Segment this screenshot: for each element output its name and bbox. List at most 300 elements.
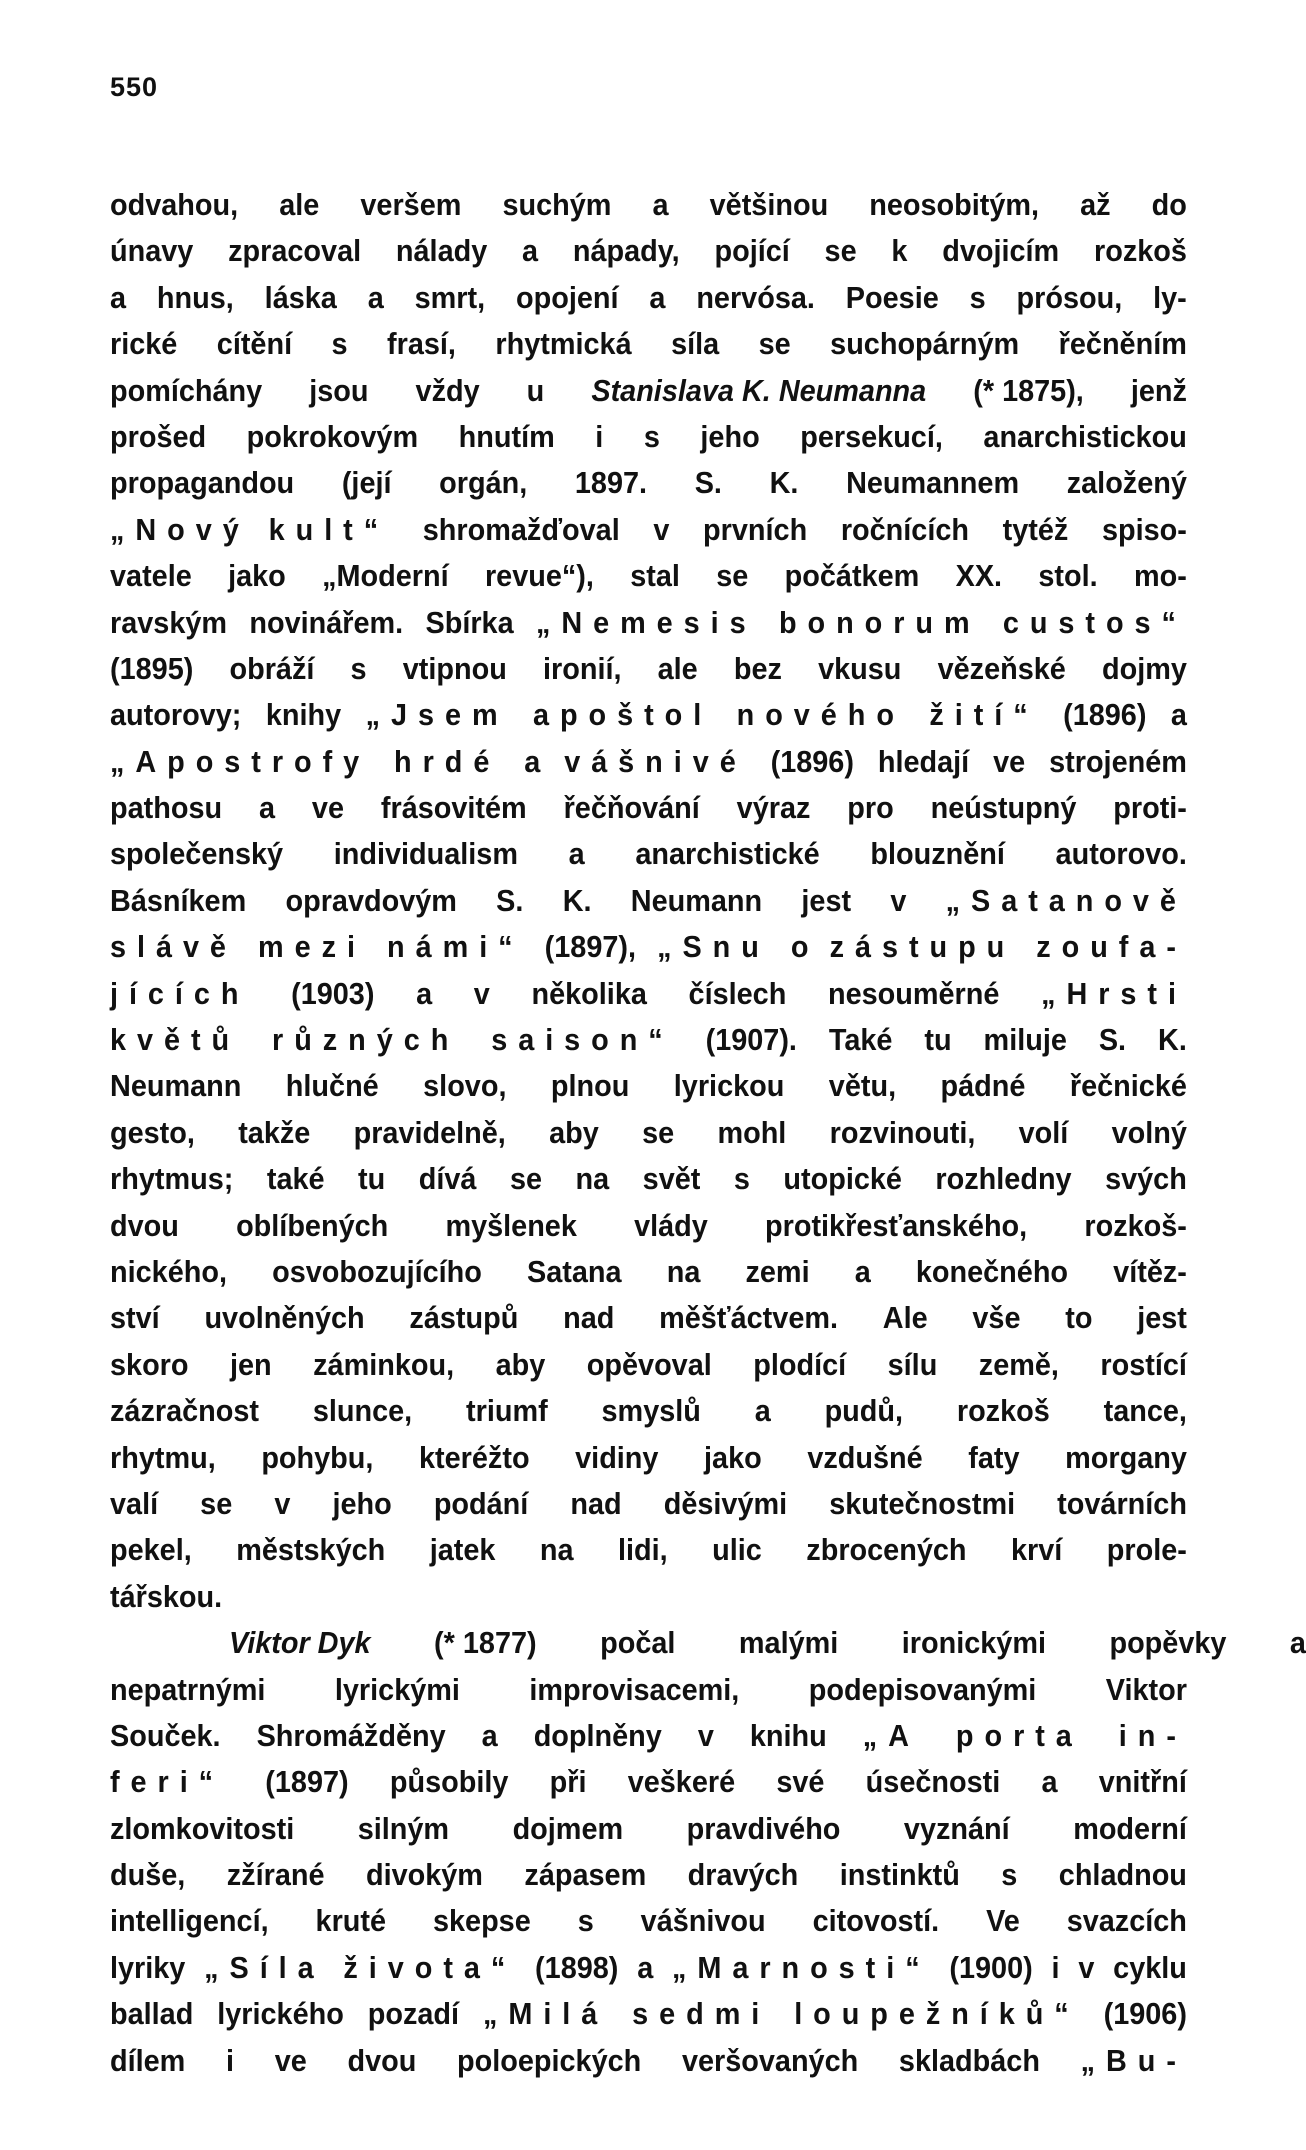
word: K. xyxy=(769,465,799,501)
word: se xyxy=(824,233,857,269)
text-line xyxy=(110,507,1187,553)
word: jsou xyxy=(309,372,369,408)
text-line xyxy=(110,2038,1187,2084)
word: K. xyxy=(562,882,592,918)
word: strojeném xyxy=(1049,743,1187,779)
word: většinou xyxy=(709,187,829,222)
word: úsečnosti xyxy=(865,1764,1001,1800)
word: ročnících xyxy=(840,511,970,547)
word: vášnivé xyxy=(564,743,747,779)
word: ballad xyxy=(110,1996,194,2032)
word: až xyxy=(1080,187,1111,222)
word: pokrokovým xyxy=(246,418,419,454)
word: zoufa- xyxy=(1036,929,1187,965)
word: utopické xyxy=(783,1161,902,1197)
word: „Jsem xyxy=(365,697,509,733)
word: dojmy xyxy=(1101,650,1187,686)
word: neosobitým, xyxy=(869,187,1040,222)
word: sedmi xyxy=(632,1996,771,2032)
word: ství xyxy=(110,1300,160,1336)
word: takže xyxy=(238,1114,311,1150)
word: rostící xyxy=(1100,1346,1187,1382)
word: také xyxy=(266,1161,325,1197)
text-line xyxy=(110,1667,1187,1713)
word: duše, xyxy=(110,1857,186,1893)
word: zlomkovitosti xyxy=(110,1810,295,1846)
word: knihu xyxy=(749,1717,827,1753)
word: divokým xyxy=(365,1857,483,1893)
word: nepatrnými xyxy=(110,1671,266,1707)
word: rozkoš xyxy=(1093,233,1187,269)
word: nálady xyxy=(395,233,488,269)
word: pojící xyxy=(714,233,790,269)
word: 1897. xyxy=(574,465,648,501)
word: a xyxy=(367,279,384,315)
word: a xyxy=(416,975,433,1011)
word: Shromážděny xyxy=(256,1717,446,1753)
word: plnou xyxy=(550,1068,630,1104)
text-line xyxy=(110,321,1187,367)
word: s xyxy=(643,418,660,454)
word: ulic xyxy=(712,1532,762,1568)
word: suchým xyxy=(502,187,612,222)
word: tytéž xyxy=(1002,511,1069,547)
word: rhytmus; xyxy=(110,1161,234,1197)
word: na xyxy=(539,1532,574,1568)
text-line xyxy=(110,1481,1187,1527)
word: do xyxy=(1151,187,1187,222)
word: veršem xyxy=(360,187,462,222)
word: (1903) xyxy=(291,975,375,1011)
word: spiso- xyxy=(1101,511,1187,547)
word: továrních xyxy=(1057,1485,1187,1521)
word: gesto, xyxy=(110,1114,195,1150)
word: krví xyxy=(1010,1532,1063,1568)
word: „Marnosti“ xyxy=(672,1949,931,1985)
word: lyrického xyxy=(217,1996,344,2032)
word: proti- xyxy=(1113,790,1187,826)
word: (její xyxy=(341,465,392,501)
word: v xyxy=(473,975,490,1011)
word: novinářem. xyxy=(249,604,404,640)
word: protikřesťanského, xyxy=(765,1207,1028,1243)
word: se xyxy=(200,1485,233,1521)
word: nad xyxy=(570,1485,622,1521)
word: stal xyxy=(630,558,680,594)
text-line xyxy=(110,1203,1187,1249)
word: a xyxy=(1041,1764,1058,1800)
word: pohybu, xyxy=(261,1439,374,1475)
word: veškeré xyxy=(627,1764,736,1800)
word: na xyxy=(575,1161,610,1197)
word: „Hrsti xyxy=(1041,975,1187,1011)
word: jeho xyxy=(332,1485,392,1521)
word: vězeňské xyxy=(937,650,1066,686)
word: S. xyxy=(1098,1022,1127,1058)
text-line xyxy=(110,368,1187,414)
word: jících xyxy=(110,975,250,1011)
text-line xyxy=(110,1435,1187,1481)
word: custos“ xyxy=(1002,604,1187,640)
word: zázračnost xyxy=(110,1393,260,1429)
word: vidiny xyxy=(575,1439,659,1475)
word: při xyxy=(549,1764,587,1800)
word: dvou xyxy=(110,1207,179,1243)
word: o xyxy=(790,929,809,965)
word: individualism xyxy=(333,836,518,872)
word: pekel, xyxy=(110,1532,192,1568)
word: skepse xyxy=(432,1903,531,1939)
word: jest xyxy=(801,882,852,918)
word: a xyxy=(637,1949,654,1985)
word: cyklu xyxy=(1113,1949,1187,1985)
word: „Síla xyxy=(204,1949,325,1985)
word: propagandou xyxy=(110,465,295,501)
word: tářskou. xyxy=(110,1578,223,1614)
word: citovostí. xyxy=(812,1903,940,1939)
text-line xyxy=(110,414,1187,460)
word: (1896) xyxy=(1063,697,1147,733)
word: revue“), xyxy=(484,558,594,594)
word: a xyxy=(854,1253,871,1289)
word: „Milá xyxy=(482,1996,609,2032)
word: kteréžto xyxy=(419,1439,530,1475)
word: jatek xyxy=(429,1532,496,1568)
word: osvobozujícího xyxy=(272,1253,482,1289)
word: pomíchány xyxy=(110,372,263,408)
text-line xyxy=(110,1574,1187,1620)
word: ravským xyxy=(110,604,228,640)
word: skoro xyxy=(110,1346,189,1382)
word: moderní xyxy=(1073,1810,1187,1846)
word: opravdovým xyxy=(285,882,457,918)
word: a xyxy=(481,1717,498,1753)
word: porta xyxy=(955,1717,1083,1753)
body-text xyxy=(110,182,1306,2084)
word: s xyxy=(331,326,348,362)
word: K. xyxy=(1158,1022,1187,1058)
word: to xyxy=(1065,1300,1093,1336)
word: počátkem xyxy=(784,558,920,594)
word: řečňování xyxy=(563,790,700,826)
word: hledají xyxy=(877,743,970,779)
word: v xyxy=(890,882,907,918)
word: (1897) xyxy=(265,1764,349,1800)
word: mezi xyxy=(258,929,366,965)
word: nervósa. xyxy=(696,279,815,315)
word: jen xyxy=(229,1346,272,1382)
word: podání xyxy=(433,1485,529,1521)
word: nesouměrné xyxy=(827,975,1000,1011)
word: S. xyxy=(694,465,722,501)
word: opojení xyxy=(516,279,619,315)
word: v xyxy=(1078,1949,1095,1985)
word: „A xyxy=(862,1717,920,1753)
word: anarchistické xyxy=(635,836,820,872)
word: jenž xyxy=(1130,372,1187,408)
word: „Nemesis xyxy=(535,604,757,640)
word: rhytmická xyxy=(495,326,632,362)
word: prole- xyxy=(1106,1532,1187,1568)
word: bez xyxy=(733,650,782,686)
word: myšlenek xyxy=(445,1207,577,1243)
text-line xyxy=(110,924,1187,970)
word: ve xyxy=(993,743,1026,779)
word: in- xyxy=(1118,1717,1187,1753)
word: „Bu- xyxy=(1080,2042,1187,2078)
word: silným xyxy=(357,1810,450,1846)
word: své xyxy=(776,1764,825,1800)
word: Poesie xyxy=(845,279,939,315)
word: uvolněných xyxy=(204,1300,365,1336)
word: jako xyxy=(704,1439,762,1475)
word: S. xyxy=(496,882,524,918)
word: rozkoš- xyxy=(1084,1207,1187,1243)
word: slávě xyxy=(110,929,237,965)
word: „Nový kult“ xyxy=(110,511,390,547)
word: vše xyxy=(972,1300,1021,1336)
word: vlády xyxy=(634,1207,708,1243)
word: volný xyxy=(1111,1114,1187,1150)
word: prósou, xyxy=(1016,279,1123,315)
word: země, xyxy=(978,1346,1059,1382)
word: instinktů xyxy=(839,1857,960,1893)
word: vnitřní xyxy=(1098,1764,1187,1800)
word: řečněním xyxy=(1058,326,1187,362)
word: působily xyxy=(389,1764,509,1800)
word: improvisacemi, xyxy=(529,1671,740,1707)
word: knihy xyxy=(265,697,342,733)
word: vyznání xyxy=(903,1810,1010,1846)
text-line xyxy=(110,1991,1187,2037)
word: se xyxy=(642,1114,675,1150)
word: feri“ xyxy=(110,1764,225,1800)
word: nad xyxy=(563,1300,615,1336)
text-line xyxy=(110,1620,1306,1666)
word: dílem xyxy=(110,2042,186,2078)
word: suchopárným xyxy=(830,326,1020,362)
text-line xyxy=(110,1806,1187,1852)
word: pozadí xyxy=(367,1996,460,2032)
word: měšťáctvem. xyxy=(659,1300,839,1336)
word: autorovy; xyxy=(110,697,242,733)
word: „Apostrofy xyxy=(110,743,371,779)
word: pathosu xyxy=(110,790,223,826)
word: „Moderní xyxy=(322,558,449,594)
word: volí xyxy=(1018,1114,1069,1150)
word: Také xyxy=(828,1022,893,1058)
text-line xyxy=(110,785,1187,831)
word: opěvoval xyxy=(586,1346,712,1382)
word: ale xyxy=(279,187,320,222)
word: dívá xyxy=(418,1161,477,1197)
text-line xyxy=(110,460,1187,506)
word: Sbírka xyxy=(425,604,514,640)
word: a xyxy=(754,1393,771,1429)
word: tu xyxy=(358,1161,386,1197)
word: v xyxy=(653,511,670,547)
word: rozvinouti, xyxy=(829,1114,976,1150)
word: (1898) xyxy=(535,1949,619,1985)
text-line xyxy=(110,553,1187,599)
word: triumf xyxy=(466,1393,548,1429)
word: oblíbených xyxy=(236,1207,389,1243)
word: zemi xyxy=(745,1253,810,1289)
word: společenský xyxy=(110,836,284,872)
word: zpracoval xyxy=(228,233,362,269)
word: frasí, xyxy=(387,326,456,362)
word: (1896) xyxy=(770,743,854,779)
word: lyriky xyxy=(110,1949,186,1985)
word: k xyxy=(891,233,908,269)
word: s xyxy=(733,1161,750,1197)
text-line xyxy=(110,692,1187,738)
word: slunce, xyxy=(312,1393,413,1429)
word: blouznění xyxy=(870,836,1005,872)
word: dvojicím xyxy=(942,233,1060,269)
word: síla xyxy=(671,326,720,362)
word: jeho xyxy=(700,418,760,454)
word: dojmem xyxy=(512,1810,624,1846)
word: svazcích xyxy=(1066,1903,1187,1939)
word: intelligencí, xyxy=(110,1903,269,1939)
word: se xyxy=(758,326,791,362)
word: pádné xyxy=(940,1068,1026,1104)
word: děsivými xyxy=(663,1485,788,1521)
word: vzdušné xyxy=(807,1439,923,1475)
word: saison“ xyxy=(491,1022,674,1058)
word: frásovitém xyxy=(380,790,527,826)
word: Souček. xyxy=(110,1717,221,1753)
word: zžírané xyxy=(226,1857,325,1893)
text-line xyxy=(110,878,1187,924)
word: rozhledny xyxy=(935,1161,1072,1197)
text-line xyxy=(110,275,1187,321)
text-line xyxy=(110,1342,1187,1388)
word: vždy xyxy=(415,372,480,408)
word: chladnou xyxy=(1058,1857,1187,1893)
word: konečného xyxy=(915,1253,1069,1289)
word: popěvky xyxy=(1109,1625,1227,1661)
word: větu, xyxy=(828,1068,897,1104)
word: Stanislava K. Neumanna xyxy=(591,372,927,408)
word: Satana xyxy=(527,1253,622,1289)
word: pravidelně, xyxy=(353,1114,506,1150)
word: i xyxy=(1051,1949,1060,1985)
word: vítěz- xyxy=(1113,1253,1187,1289)
word: se xyxy=(716,558,749,594)
word: se xyxy=(509,1161,543,1197)
word: nického, xyxy=(110,1253,227,1289)
word: Neumann xyxy=(630,882,763,918)
word: stol. xyxy=(1038,558,1098,594)
word: několika xyxy=(531,975,647,1011)
word: Ale xyxy=(882,1300,928,1336)
word: i xyxy=(225,2042,235,2078)
word: aby xyxy=(549,1114,599,1150)
word: v xyxy=(697,1717,714,1753)
word: valí xyxy=(110,1485,159,1521)
word: ale xyxy=(657,650,698,686)
word: dvou xyxy=(347,2042,417,2078)
word: odvahou, xyxy=(110,187,239,222)
word: doplněny xyxy=(533,1717,662,1753)
word: žití“ xyxy=(929,697,1039,733)
word: loupežníků“ xyxy=(794,1996,1080,2032)
word: a xyxy=(524,743,541,779)
word: a xyxy=(568,836,585,872)
word: (1907). xyxy=(705,1022,797,1058)
word: mo- xyxy=(1134,558,1187,594)
word: kruté xyxy=(315,1903,387,1939)
word: prvních xyxy=(703,511,808,547)
word: záminkou, xyxy=(313,1346,455,1382)
word: lyrickou xyxy=(673,1068,785,1104)
text-line xyxy=(110,646,1187,692)
word: hlučné xyxy=(285,1068,379,1104)
word: dravých xyxy=(687,1857,799,1893)
word: ly- xyxy=(1153,279,1187,315)
word: a xyxy=(652,187,669,222)
text-line xyxy=(110,1017,1187,1063)
word: pudů, xyxy=(824,1393,904,1429)
word: nového xyxy=(736,697,905,733)
word: poloepických xyxy=(457,2042,642,2078)
word: a xyxy=(259,790,276,826)
text-line xyxy=(110,1898,1187,1944)
word: a xyxy=(522,233,539,269)
word: vtipnou xyxy=(402,650,507,686)
word: veršovaných xyxy=(681,2042,859,2078)
word: jako xyxy=(228,558,286,594)
word: slovo, xyxy=(423,1068,507,1104)
word: tance, xyxy=(1103,1393,1187,1429)
text-line xyxy=(110,600,1187,646)
text-line xyxy=(110,1527,1187,1573)
word: námi“ xyxy=(387,929,524,965)
text-line xyxy=(110,228,1187,274)
word: výraz xyxy=(736,790,811,826)
text-line xyxy=(110,1852,1187,1898)
word: hnutím xyxy=(458,418,555,454)
word: rhytmu, xyxy=(110,1439,216,1475)
text-line xyxy=(110,1759,1187,1805)
word: a xyxy=(649,279,666,315)
word: (* 1877) xyxy=(434,1625,537,1661)
word: XX. xyxy=(955,558,1003,594)
word: hrdé xyxy=(394,743,501,779)
word: u xyxy=(526,372,545,408)
word: vášnivou xyxy=(640,1903,766,1939)
word: a xyxy=(1170,697,1187,733)
word: hnus, xyxy=(156,279,234,315)
text-line xyxy=(110,1110,1187,1156)
text-line xyxy=(110,1388,1187,1434)
word: smrt, xyxy=(414,279,486,315)
word: „Snu xyxy=(657,929,770,965)
word: zbrocených xyxy=(806,1532,967,1568)
word: cítění xyxy=(216,326,293,362)
word: vatele xyxy=(110,558,192,594)
word: pravdivého xyxy=(686,1810,841,1846)
text-line xyxy=(110,182,1187,228)
word: zástupů xyxy=(409,1300,519,1336)
text-line xyxy=(110,1945,1187,1991)
text-line xyxy=(110,1063,1187,1109)
text-line xyxy=(110,971,1187,1017)
word: jest xyxy=(1137,1300,1187,1336)
text-line xyxy=(110,1295,1187,1341)
